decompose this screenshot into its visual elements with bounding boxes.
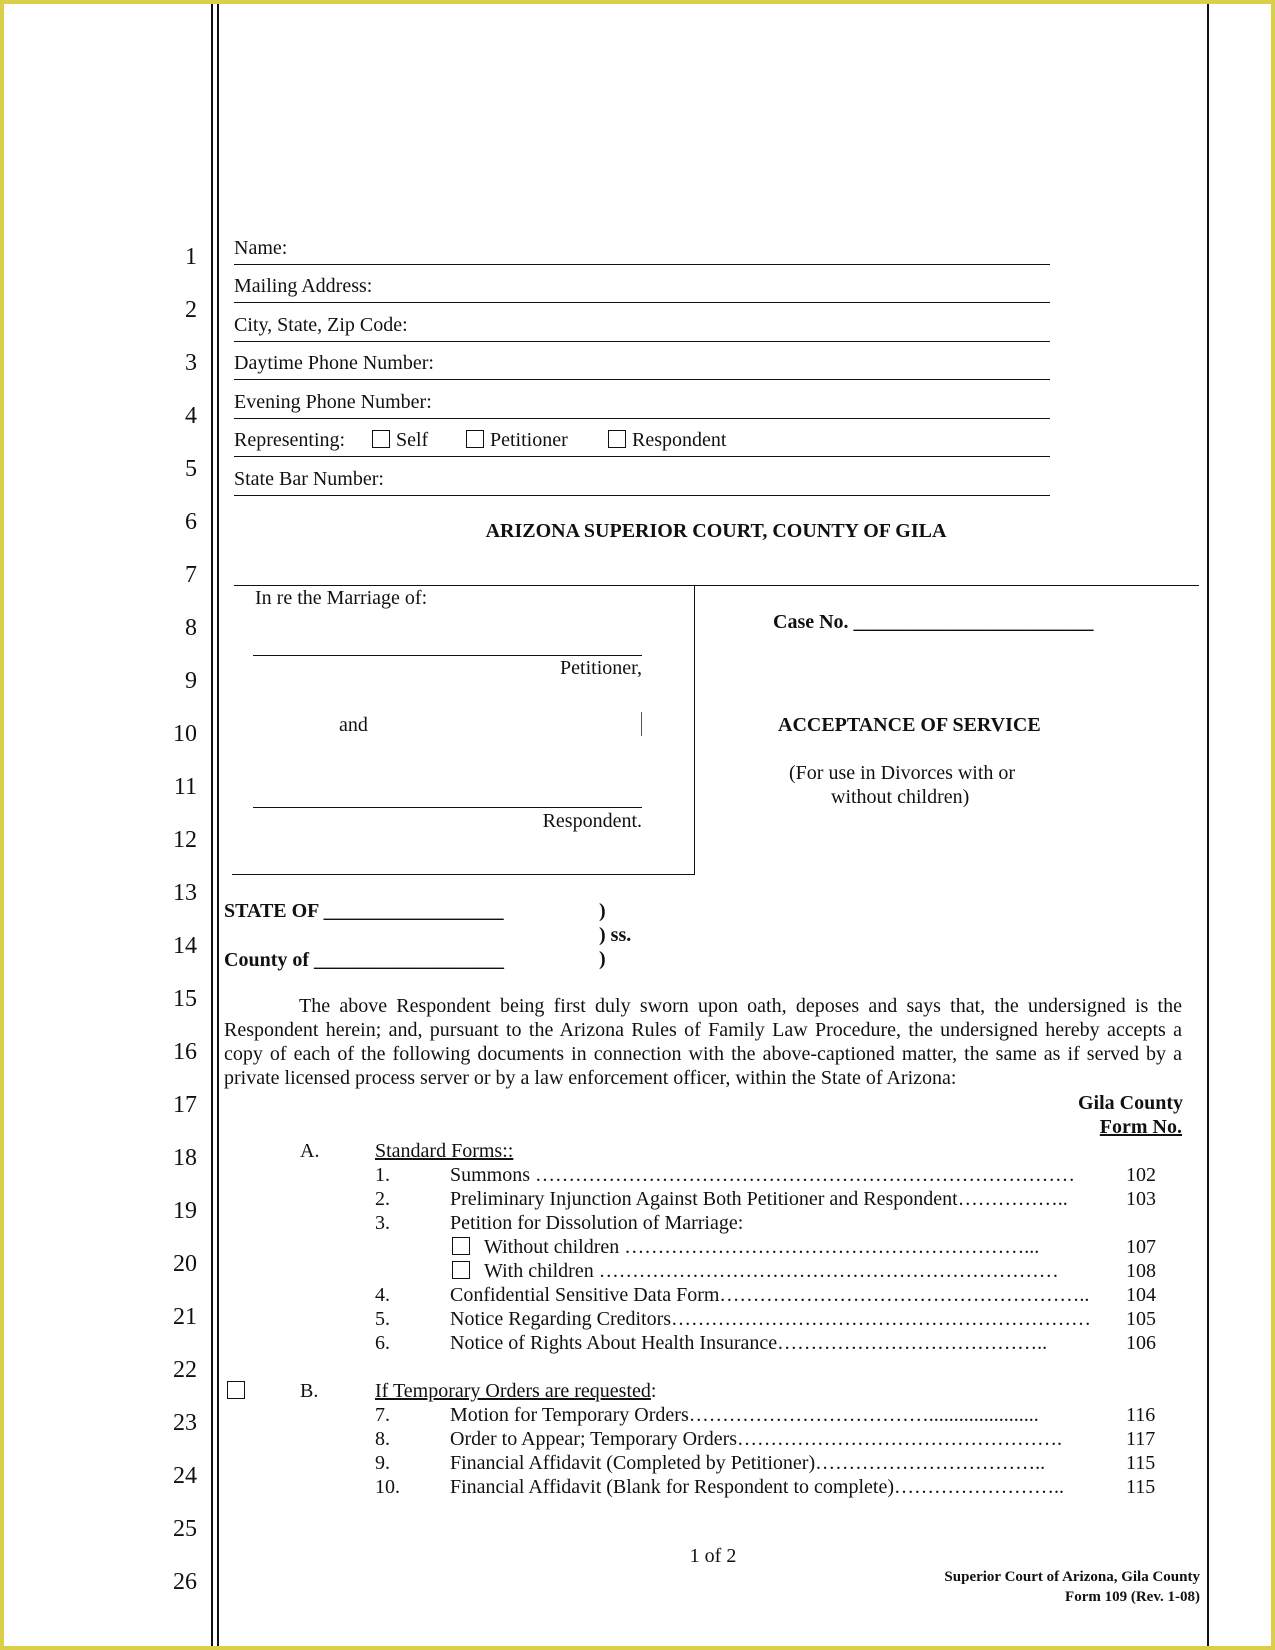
item-number: 10. [375,1476,400,1498]
subtitle-line-2: without children) [831,786,970,808]
item-text [452,1236,1039,1259]
mailing-address-label: Mailing Address: [234,275,373,297]
respondent-checkbox[interactable] [608,430,626,448]
line-number: 26 [173,1569,197,1595]
line-number: 6 [185,509,197,535]
line-number: 13 [173,880,197,906]
line-number: 3 [185,350,197,376]
line-number: 8 [185,615,197,641]
respondent-option[interactable] [608,426,726,454]
line-number: 21 [173,1304,197,1330]
line-number: 22 [173,1357,197,1383]
item-number: 9. [375,1452,390,1474]
line-number: 19 [173,1198,197,1224]
mailing-address-field[interactable] [234,272,1050,303]
item-number: 5. [375,1308,390,1330]
item-form-number: 116 [1126,1404,1156,1426]
section-b-letter: B. [300,1380,319,1402]
line-number: 20 [173,1251,197,1277]
self-checkbox[interactable] [372,430,390,448]
county-of-field[interactable]: County of ___________________ [224,949,505,971]
item-number: 8. [375,1428,390,1450]
line-number: 7 [185,562,197,588]
state-of-field[interactable]: STATE OF __________________ [224,900,504,922]
line-number: 5 [185,456,197,482]
item-form-number: 105 [1126,1308,1156,1330]
item-text: Summons ……………………………………………………………………… [450,1164,1076,1186]
item-checkbox[interactable] [452,1261,470,1279]
state-bar-field[interactable] [234,465,1050,496]
item-form-number: 104 [1126,1284,1156,1306]
body-paragraph [224,994,1182,1090]
line-number: 16 [173,1039,197,1065]
footer-line-1: Superior Court of Arizona, Gila County [944,1569,1200,1585]
item-form-number: 106 [1126,1332,1156,1354]
caption-bottom-rule [232,874,695,875]
item-text: Financial Affidavit (Completed by Petitioner)…………………………….. [450,1452,1046,1474]
item-form-number: 115 [1126,1452,1156,1474]
petitioner-caption-label: Petitioner, [560,657,642,679]
self-option[interactable] [372,426,428,454]
line-number: 1 [185,244,197,270]
margin-rule-left-outer [211,4,213,1646]
petitioner-option[interactable] [466,426,568,454]
item-text: Order to Appear; Temporary Orders…………………………………………. [450,1428,1063,1450]
item-form-number: 108 [1126,1260,1156,1282]
caption-divider [694,585,695,875]
footer-line-2: Form 109 (Rev. 1-08) [1065,1589,1200,1605]
item-number: 6. [375,1332,390,1354]
item-form-number: 115 [1126,1476,1156,1498]
case-number[interactable]: Case No. ________________________ [773,611,1094,633]
daytime-phone-label: Daytime Phone Number: [234,352,434,374]
section-b-title: If Temporary Orders are requested [375,1380,651,1402]
section-b-checkbox-wrap[interactable] [227,1381,251,1402]
venue-paren-1: ) [599,900,606,922]
in-re-label: In re the Marriage of: [255,587,428,609]
respondent-line[interactable] [253,807,642,808]
evening-phone-field[interactable] [234,388,1050,419]
item-text: Notice of Rights About Health Insurance………………………………….. [450,1332,1048,1354]
section-b-colon: : [650,1380,657,1402]
evening-phone-label: Evening Phone Number: [234,391,432,413]
page-number: 1 of 2 [689,1545,737,1567]
item-text [452,1260,1059,1283]
petitioner-label: Petitioner [490,429,568,451]
item-text: Financial Affidavit (Blank for Respondent to complete)…………………….. [450,1476,1064,1498]
state-bar-label: State Bar Number: [234,468,384,490]
line-number: 10 [173,721,197,747]
margin-rule-left-inner [217,4,219,1646]
petitioner-checkbox[interactable] [466,430,484,448]
venue-paren-3: ) [599,948,606,970]
item-text: Motion for Temporary Orders………………………………...................... [450,1404,1039,1426]
line-number: 12 [173,827,197,853]
court-title: ARIZONA SUPERIOR COURT, COUNTY OF GILA [485,520,947,542]
item-label: Without children ……………………………………………………... [484,1236,1040,1258]
name-field[interactable] [234,234,1050,265]
and-label: and [339,714,368,736]
line-number: 14 [173,933,197,959]
form-no-label: Form No. [1099,1116,1182,1138]
city-state-zip-label: City, State, Zip Code: [234,314,408,336]
petitioner-line[interactable] [253,655,642,656]
caption-tick [641,712,642,736]
line-number: 9 [185,668,197,694]
name-label: Name: [234,237,288,259]
body-text: The above Respondent being first duly sworn upon oath, deposes and says that, the undersigned is the Respondent herein; and, pursuant to the Arizona Rules of Family Law Procedure, the undersigned hereby accepts a copy of each of the following documents in connection with the above-captioned matter, the same as if served by a private licensed process server or by a law enforcement officer, within the State of Arizona: [224,995,1182,1089]
section-a-title: Standard Forms:: [375,1140,514,1162]
caption-top-rule [234,585,1199,586]
form-no-header [1000,1116,1182,1139]
daytime-phone-field[interactable] [234,349,1050,380]
item-number: 7. [375,1404,390,1426]
item-number: 4. [375,1284,390,1306]
line-number: 15 [173,986,197,1012]
item-form-number: 103 [1126,1188,1156,1210]
gila-county-header: Gila County [1077,1092,1183,1114]
line-number: 2 [185,297,197,323]
representing-label: Representing: [234,429,346,451]
venue-ss: ) ss. [599,924,632,946]
respondent-caption-label: Respondent. [542,810,642,832]
subtitle-line-1: (For use in Divorces with or [789,762,1016,784]
document-title: ACCEPTANCE OF SERVICE [778,714,1041,736]
line-number: 24 [173,1463,197,1489]
respondent-label: Respondent [632,429,727,451]
item-form-number: 102 [1126,1164,1156,1186]
margin-rule-right [1207,4,1209,1646]
item-checkbox[interactable] [452,1237,470,1255]
line-number: 18 [173,1145,197,1171]
item-label: With children …………………………………………………………… [484,1260,1059,1282]
item-text: Preliminary Injunction Against Both Petitioner and Respondent…………….. [450,1188,1068,1210]
line-number: 23 [173,1410,197,1436]
item-text: Petition for Dissolution of Marriage: [450,1212,744,1234]
section-b-checkbox[interactable] [227,1381,245,1399]
line-number: 11 [173,774,197,800]
line-number: 4 [185,403,197,429]
item-form-number: 117 [1126,1428,1156,1450]
item-number: 3. [375,1212,390,1234]
item-text: Confidential Sensitive Data Form……………………………………………….. [450,1284,1090,1306]
item-number: 2. [375,1188,390,1210]
city-state-zip-field[interactable] [234,311,1050,342]
self-label: Self [396,429,429,451]
item-form-number: 107 [1126,1236,1156,1258]
section-a-letter: A. [300,1140,320,1162]
line-number: 25 [173,1516,197,1542]
item-number: 1. [375,1164,390,1186]
line-number: 17 [173,1092,197,1118]
item-text: Notice Regarding Creditors……………………………………………………… [450,1308,1092,1330]
representing-field [234,426,1050,457]
